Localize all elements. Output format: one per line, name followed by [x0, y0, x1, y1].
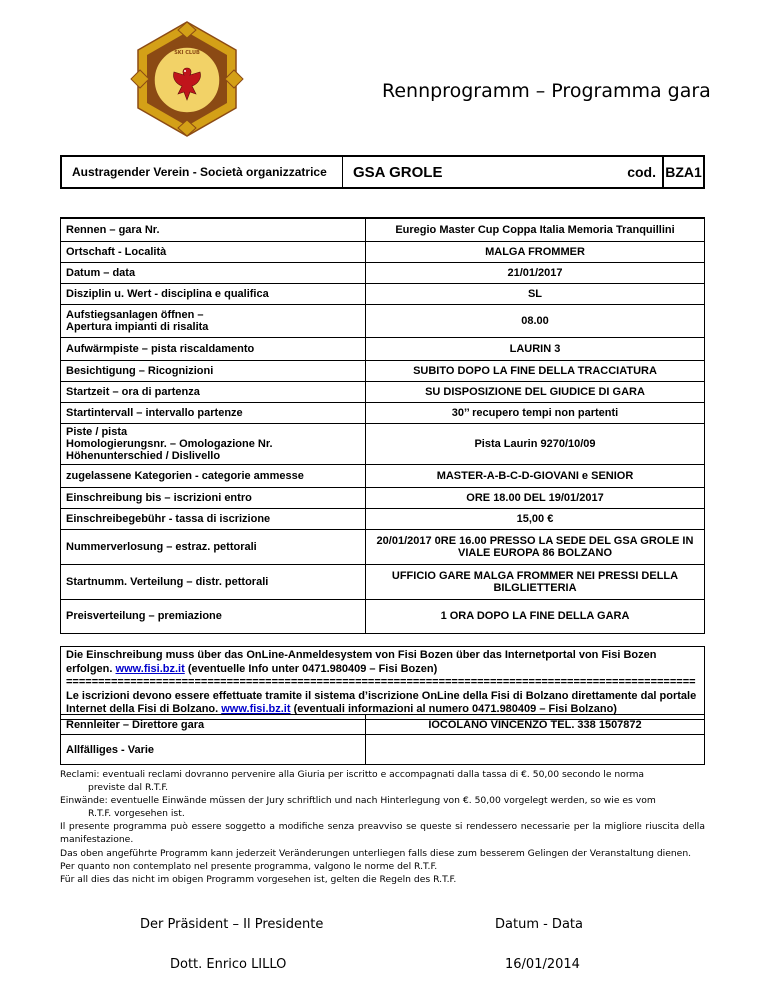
note-rtf-it: Per quanto non contemplato nel presente programma, valgono le norme del R.T.F. [60, 860, 438, 872]
notice-italian-info: (eventuali informazioni al numero 0471.980409 – Fisi Bolzano) [290, 703, 617, 715]
row-value: Euregio Master Cup Coppa Italia Memoria Tranquillini [366, 218, 705, 241]
row-label: Nummerverlosung – estraz. pettorali [61, 529, 366, 564]
club-logo [128, 20, 246, 138]
note-claims-de: Einwände: eventuelle Einwände müssen der Jury schriftlich und nach Hinterlegung von €. 50,00 vorgelegt werden, so wie es vom [60, 795, 656, 807]
director-value: IOCOLANO VINCENZO TEL. 338 1507872 [366, 715, 705, 735]
row-label: zugelassene Kategorien - categorie ammesse [61, 464, 366, 487]
table-row [61, 423, 705, 464]
president-label: Der Präsident – Il Presidente [140, 917, 324, 932]
notice-italian [66, 690, 699, 717]
row-value: 30’’ recupero tempi non partenti [366, 402, 705, 423]
misc-value [366, 735, 705, 765]
row-label: Einschreibegebühr - tassa di iscrizione [61, 508, 366, 529]
row-label: Aufstiegsanlagen öffnen – Apertura impianti di risalita [61, 304, 366, 337]
organizer-header [60, 155, 705, 189]
row-label: Besichtigung – Ricognizioni [61, 360, 366, 381]
notice-italian-text: Le iscrizioni devono essere effettuate tramite il sistema d’iscrizione OnLine della Fisi di Bolzano direttamente dal portale Internet della Fisi di Bolzano. [66, 689, 697, 715]
notice-german-text: Die Einschreibung muss über das OnLine-Anmeldesystem von Fisi Bozen über das Internetportal von Fisi Bozen erfolgen. [66, 649, 657, 675]
organizer-value: GSA GROLE [342, 157, 607, 187]
row-value: 15,00 € [366, 508, 705, 529]
regulation-notes [60, 768, 705, 886]
row-label: Startnumm. Verteilung – distr. pettorali [61, 564, 366, 599]
page-title: Rennprogramm – Programma gara [382, 80, 711, 102]
code-label: cod. [627, 164, 656, 180]
note-rtf-de: Für all dies das nicht im obigen Programm vorgesehen ist, gelten die Regeln des R.T.F. [60, 873, 457, 885]
row-value: LAURIN 3 [366, 337, 705, 360]
fisi-link-de[interactable]: www.fisi.bz.it [115, 662, 185, 675]
notice-german-info: (eventuelle Info unter 0471.980409 – Fisi Bozen) [184, 662, 438, 675]
row-value: Pista Laurin 9270/10/09 [366, 423, 705, 464]
row-value: 08.00 [366, 304, 705, 337]
note-claims-de-cont: R.T.F. vorgesehen ist. [88, 808, 185, 820]
logo-ring-text: GSA GROLE [166, 41, 208, 55]
president-name: Dott. Enrico LILLO [170, 957, 287, 972]
row-label: Datum – data [61, 262, 366, 283]
table-row [61, 599, 705, 633]
row-value: 21/01/2017 [366, 262, 705, 283]
registration-notice [60, 646, 705, 720]
code-value: BZA1 [662, 157, 703, 187]
row-value: ORE 18.00 DEL 19/01/2017 [366, 487, 705, 508]
row-value: MALGA FROMMER [366, 241, 705, 262]
note-claims-it-cont: previste dal R.T.F. [88, 782, 169, 794]
row-label: Preisverteilung – premiazione [61, 599, 366, 633]
row-value: MASTER-A-B-C-D-GIOVANI e SENIOR [366, 464, 705, 487]
notice-german [66, 649, 699, 676]
notice-separator: ================================================================================================== [66, 676, 696, 688]
table-row [61, 529, 705, 564]
row-value: 1 ORA DOPO LA FINE DELLA GARA [366, 599, 705, 633]
row-value: SU DISPOSIZIONE DEL GIUDICE DI GARA [366, 381, 705, 402]
row-value: SL [366, 283, 705, 304]
misc-label: Allfälliges - Varie [61, 735, 366, 765]
table-row [61, 564, 705, 599]
row-label: Startzeit – ora di partenza [61, 381, 366, 402]
row-value: 20/01/2017 0RE 16.00 PRESSO LA SEDE DEL GSA GROLE IN VIALE EUROPA 86 BOLZANO [366, 529, 705, 564]
note-changes-de: Das oben angeführte Programm kann jederzeit Veränderungen unterliegen falls diese zum besserem Gelingen der Veranstaltung dienen. [60, 847, 692, 859]
row-value: UFFICIO GARE MALGA FROMMER NEI PRESSI DELLA BILGLIETTERIA [366, 564, 705, 599]
date-value: 16/01/2014 [505, 957, 580, 972]
director-label: Rennleiter – Direttore gara [61, 715, 366, 735]
table-row [61, 360, 705, 381]
table-row [61, 304, 705, 337]
logo-top-text: SKI CLUB [174, 50, 200, 56]
table-row [61, 283, 705, 304]
row-label: Ortschaft - Località [61, 241, 366, 262]
row-label: Einschreibung bis – iscrizioni entro [61, 487, 366, 508]
date-label: Datum - Data [495, 917, 583, 932]
table-row [61, 464, 705, 487]
row-label: Startintervall – intervallo partenze [61, 402, 366, 423]
director-table [60, 714, 705, 765]
row-label: Rennen – gara Nr. [61, 218, 366, 241]
note-changes-it: Il presente programma può essere soggetto a modifiche senza preavviso se queste si rendessero necessarie per la migliore riuscita della manifestazione. [60, 821, 705, 846]
fisi-link-it[interactable]: www.fisi.bz.it [221, 703, 291, 715]
row-label: Aufwärmpiste – pista riscaldamento [61, 337, 366, 360]
row-label: Piste / pista Homologierungsnr. – Omologazione Nr. Höhenunterschied / Dislivello [61, 423, 366, 464]
row-label: Disziplin u. Wert - disciplina e qualifica [61, 283, 366, 304]
note-claims-it: Reclami: eventuali reclami dovranno pervenire alla Giuria per iscritto e accompagnati dalla tassa di €. 50,00 secondo le norma [60, 769, 645, 780]
table-row [61, 402, 705, 423]
organizer-label: Austragender Verein - Società organizzatrice [72, 165, 327, 179]
table-row [61, 262, 705, 283]
table-row [61, 508, 705, 529]
race-details-table [60, 217, 705, 634]
table-row [61, 337, 705, 360]
table-row [61, 381, 705, 402]
table-row [61, 218, 705, 241]
table-row [61, 487, 705, 508]
row-value: SUBITO DOPO LA FINE DELLA TRACCIATURA [366, 360, 705, 381]
table-row [61, 241, 705, 262]
